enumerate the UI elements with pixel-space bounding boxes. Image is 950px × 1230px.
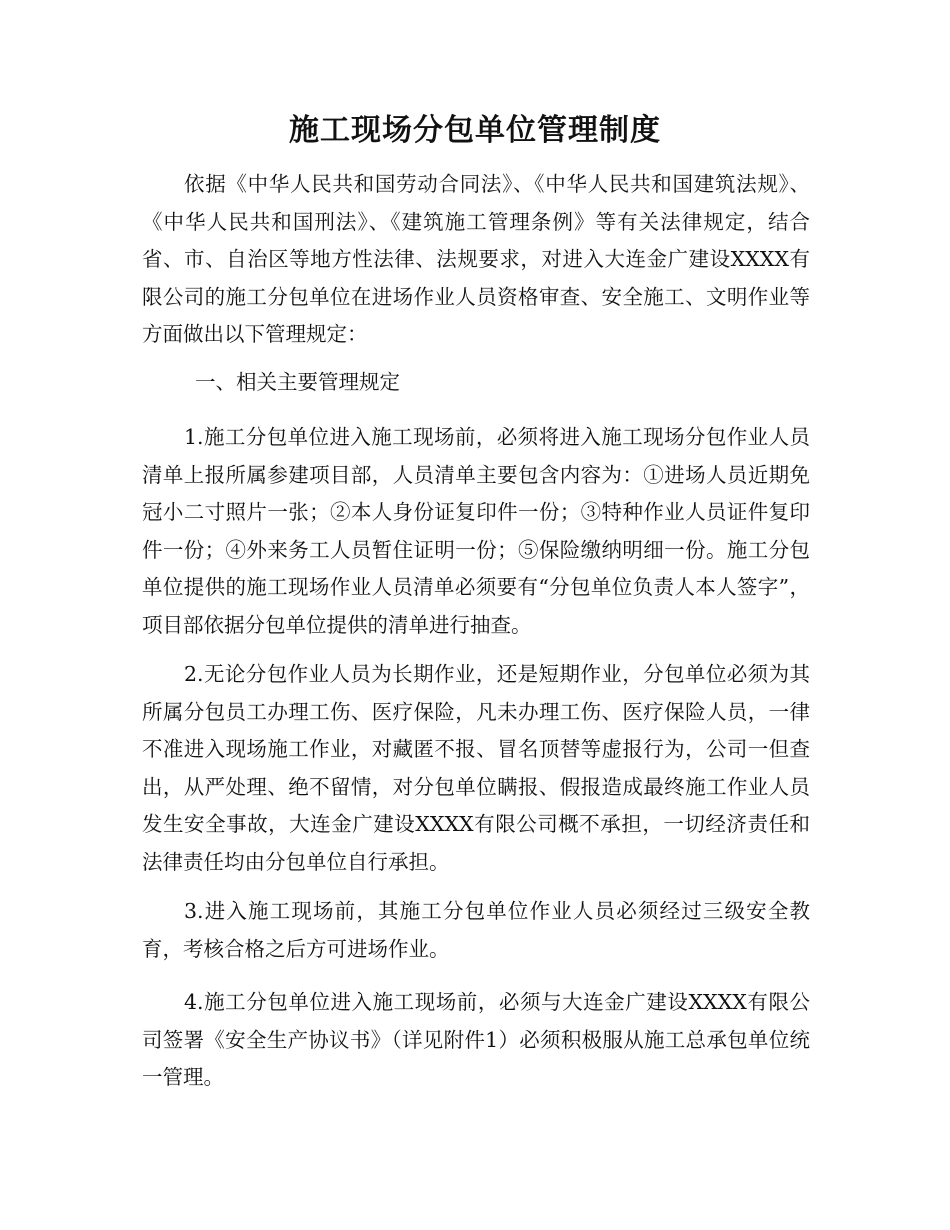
rule-item-2: 2.无论分包作业人员为长期作业，还是短期作业，分包单位必须为其所属分包员工办理工伤、医疗保险，凡未办理工伤、医疗保险人员，一律不准进入现场施工作业，对藏匿不报、冒名顶替等虚报行为，公司一但查出，从严处理、绝不留情，对分包单位瞒报、假报造成最终施工作业人员发生安全事故，大连金广建设XXXX有限公司概不承担，一切经济责任和法律责任均由分包单位自行承担。 xyxy=(142,662,810,874)
rule-item-4: 4.施工分包单位进入施工现场前，必须与大连金广建设XXXX有限公司签署《安全生产协议书》（详见附件1）必须积极服从施工总承包单位统一管理。 xyxy=(142,990,810,1089)
intro-paragraph: 依据《中华人民共和国劳动合同法》、《中华人民共和国建筑法规》、《中华人民共和国刑法》、《建筑施工管理条例》等有关法律规定，结合省、市、自治区等地方性法律、法规要求，对进入大连金广建设XXXX有限公司的施工分包单位在进场作业人员资格审查、安全施工、文明作业等方面做出以下管理规定： xyxy=(142,172,810,346)
rule-item-3: 3.进入施工现场前，其施工分包单位作业人员必须经过三级安全教育，考核合格之后方可进场作业。 xyxy=(142,899,810,961)
rule-item-1: 1.施工分包单位进入施工现场前，必须将进入施工现场分包作业人员清单上报所属参建项目部，人员清单主要包含内容为：①进场人员近期免冠小二寸照片一张；②本人身份证复印件一份；③特种作业人员证件复印件一份；④外来务工人员暂住证明一份；⑤保险缴纳明细一份。施工分包单位提供的施工现场作业人员清单必须要有“分包单位负责人本人签字”，项目部依据分包单位提供的清单进行抽查。 xyxy=(142,425,810,637)
document-title: 施工现场分包单位管理制度 xyxy=(289,113,661,148)
section-heading: 一、相关主要管理规定 xyxy=(195,370,400,394)
